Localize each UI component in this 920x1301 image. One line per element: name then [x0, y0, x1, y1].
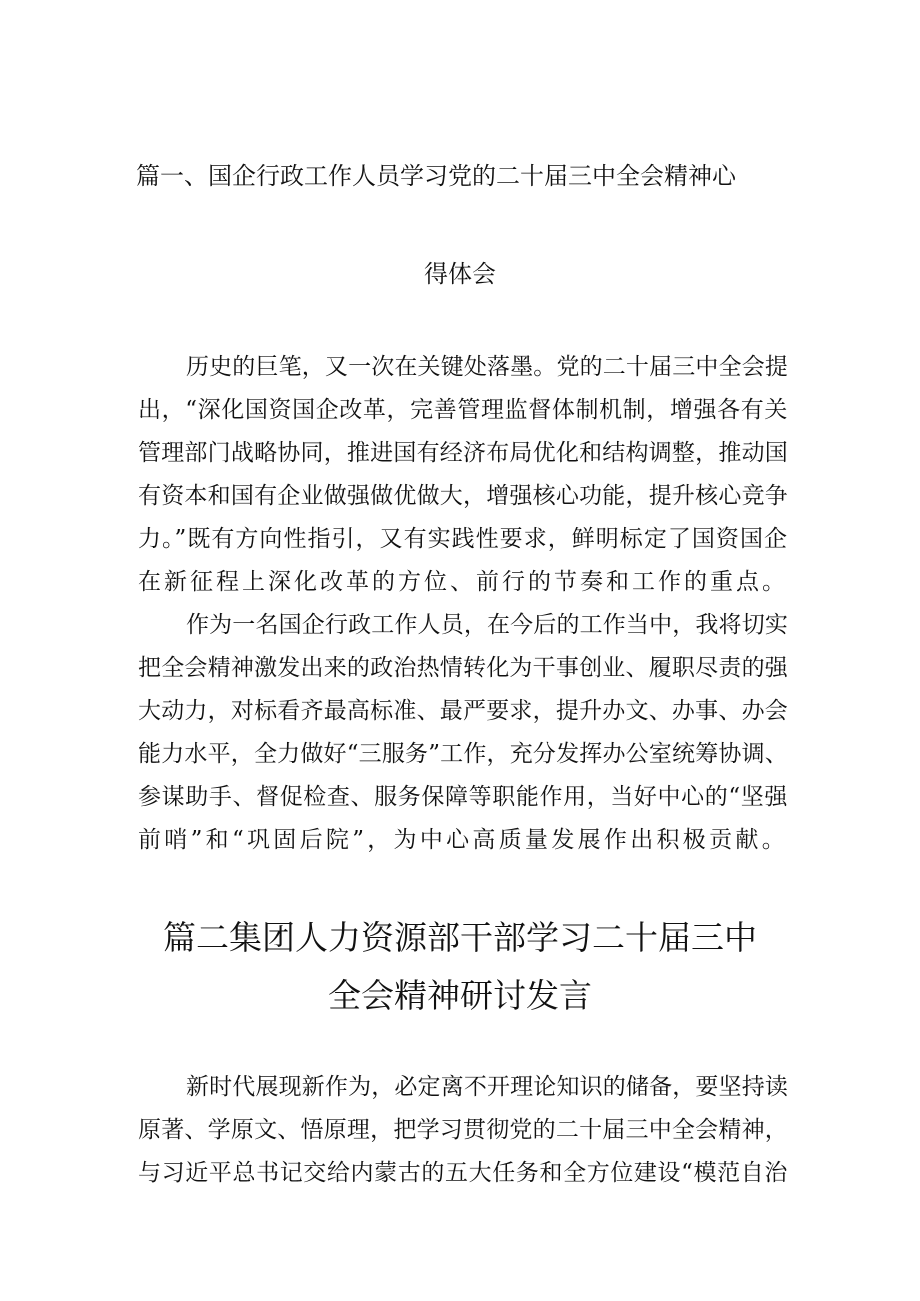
- section1-paragraph-1: [138, 346, 788, 604]
- paragraph-line: 历史的巨笔，又一次在关键处落墨。党的二十届三中全会提: [186, 354, 788, 380]
- paragraph-line: 管理部门战略协同，推进国有经济布局优化和结构调整，推动国: [138, 440, 788, 466]
- section2-paragraph-1: [138, 1066, 788, 1195]
- paragraph-line: 新时代展现新作为，必定离不开理论知识的储备，要坚持读: [186, 1074, 788, 1100]
- paragraph-line: 能力水平，全力做好“三服务”工作，充分发挥办公室统筹协调、: [138, 741, 788, 767]
- paragraph-line: 大动力，对标看齐最高标准、最严要求，提升办文、办事、办会: [138, 698, 788, 724]
- paragraph-line: 前哨”和“巩固后院”，为中心高质量发展作出积极贡献。: [138, 827, 788, 853]
- section2-title-line1: 篇二集团人力资源部干部学习二十届三中: [163, 918, 757, 957]
- paragraph-line: 力。”既有方向性指引，又有实践性要求，鲜明标定了国资国企: [138, 526, 788, 552]
- paragraph-line: 出，“深化国资国企改革，完善管理监督体制机制，增强各有关: [138, 397, 788, 423]
- paragraph-line: 作为一名国企行政工作人员，在今后的工作当中，我将切实: [186, 612, 788, 638]
- paragraph-line: 有资本和国有企业做强做优做大，增强核心功能，提升核心竞争: [138, 483, 788, 509]
- section2-title-line2: 全会精神研讨发言: [328, 976, 592, 1015]
- paragraph-line: 在新征程上深化改革的方位、前行的节奏和工作的重点。: [138, 569, 788, 595]
- section1-title-line1: 篇一、国企行政工作人员学习党的二十届三中全会精神心: [136, 162, 736, 190]
- paragraph-line: 参谋助手、督促检查、服务保障等职能作用，当好中心的“坚强: [138, 784, 788, 810]
- paragraph-line: 把全会精神激发出来的政治热情转化为干事创业、履职尽责的强: [138, 655, 788, 681]
- section1-paragraph-2: [138, 604, 788, 862]
- paragraph-line: 原著、学原文、悟原理，把学习贯彻党的二十届三中全会精神，: [138, 1117, 788, 1143]
- section1-title-line2: 得体会: [424, 260, 496, 288]
- paragraph-line: 与习近平总书记交给内蒙古的五大任务和全方位建设“模范自治: [138, 1160, 788, 1186]
